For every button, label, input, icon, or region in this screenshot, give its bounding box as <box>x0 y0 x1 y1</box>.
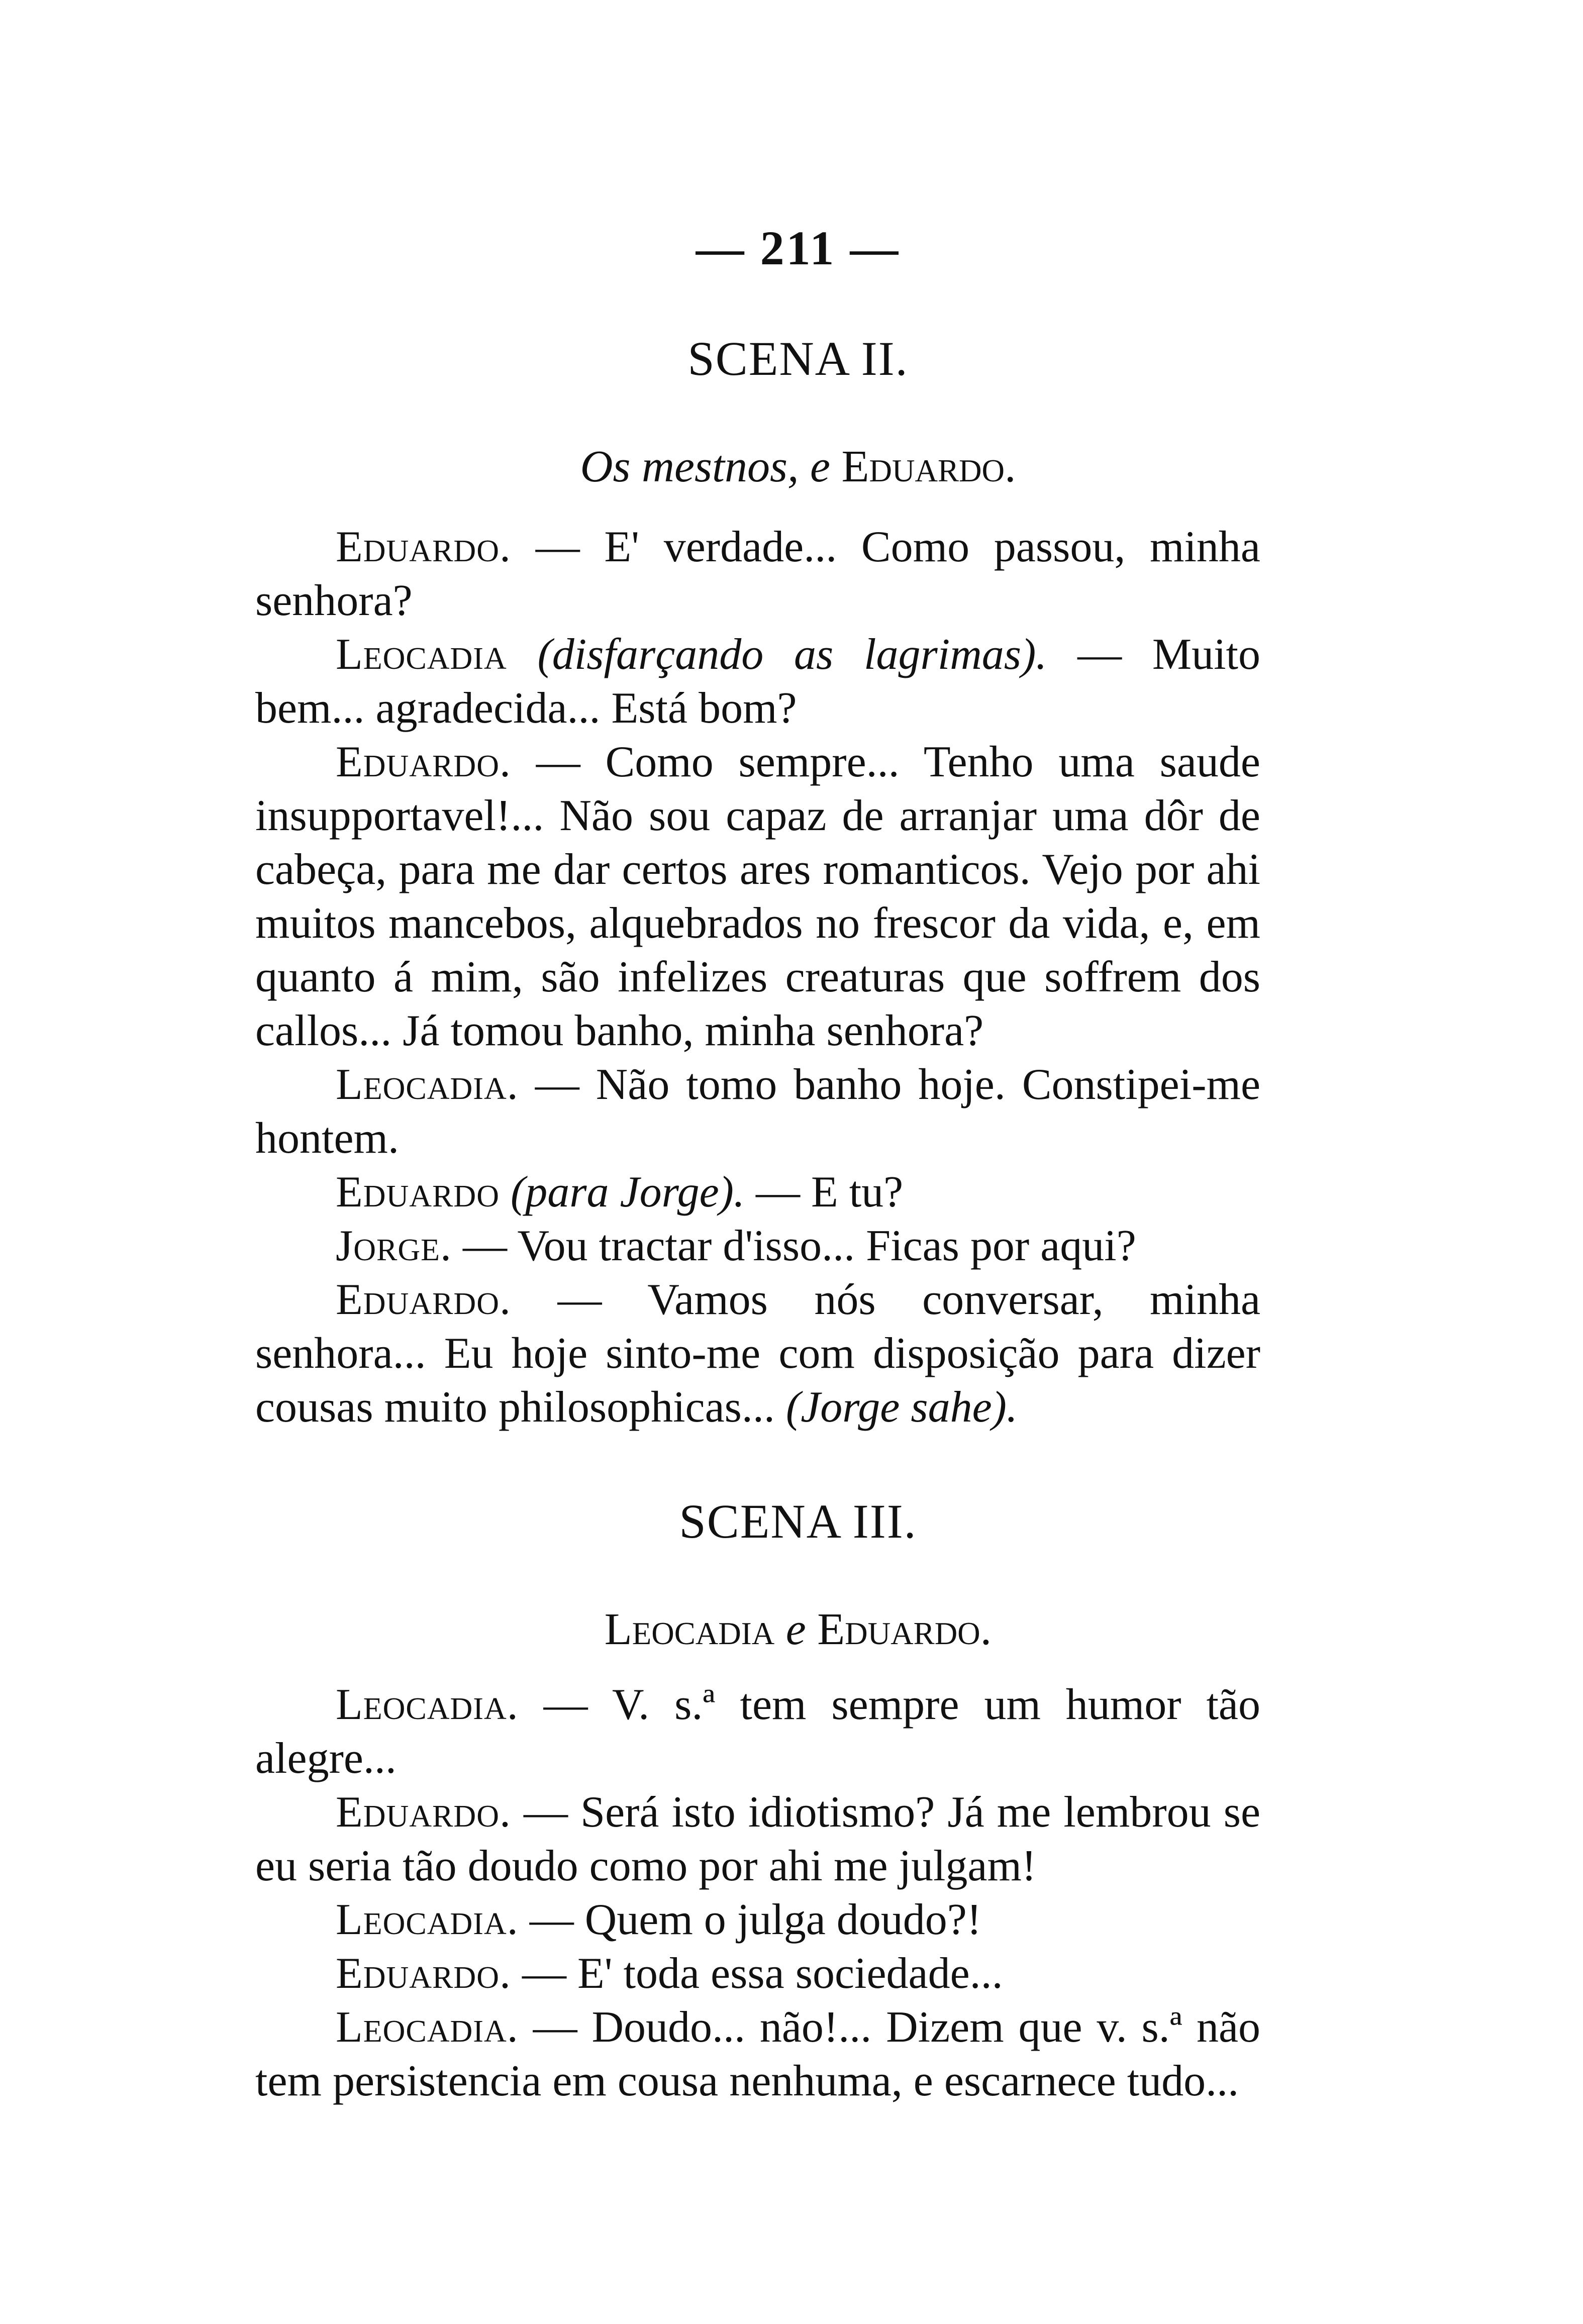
speech-line <box>255 520 1260 628</box>
scene-3-cast-name-1: Leocadia <box>604 1604 775 1654</box>
speech-line <box>255 1219 1260 1273</box>
scene-2-dialogue <box>255 520 1260 1434</box>
scene-3-title: SCENA III. <box>679 1494 917 1548</box>
speaker-name: Leocadia. <box>336 1060 519 1109</box>
speech-line <box>255 1947 1260 2000</box>
speech-line <box>255 1785 1260 1893</box>
speaker-name: Jorge. <box>336 1222 452 1270</box>
speech-text: — E' toda essa sociedade... <box>511 1949 1003 1998</box>
speech-line <box>255 1893 1260 1947</box>
speech-line <box>255 628 1260 735</box>
scene-2-title: SCENA II. <box>687 332 909 385</box>
scene-2-cast-intro: Os mestnos, e <box>580 442 830 491</box>
stage-direction: (para Jorge). <box>499 1168 745 1217</box>
speech-text: — Quem o julga doudo?! <box>518 1895 982 1944</box>
stage-direction: (disfarçando as lagrimas). <box>507 630 1047 679</box>
speech-text: — Será isto idiotismo? Já me lembrou se eu seria tão doudo como por ahi me julgam! <box>255 1788 1260 1890</box>
speech-line <box>255 1273 1260 1434</box>
speaker-name: Eduardo. <box>336 1949 511 1998</box>
speech-line <box>255 735 1260 1058</box>
text-column <box>255 221 1260 2108</box>
speech-text: — Vou tractar d'isso... Ficas por aqui? <box>452 1222 1136 1270</box>
speech-text: — Como sempre... Tenho uma saude insupportavel!... Não sou capaz de arranjar uma dôr de cabeça, para me dar certos ares romanticos. Vejo por ahi muitos mancebos, alquebrados no frescor da vida, e, em quanto á mim, são infelizes creaturas que soffrem dos callos... Já tomou banho, minha senhora? <box>255 738 1260 1055</box>
speech-text: — Vamos nós conversar, minha senhora... Eu hoje sinto-me com disposição para dizer cousas muito philosophicas... <box>255 1275 1260 1432</box>
speaker-name: Leocadia. <box>336 2003 519 2052</box>
scene-3-cast-join: e <box>785 1604 806 1654</box>
speaker-name: Eduardo. <box>336 1788 511 1837</box>
speech-text: — Não tomo banho hoje. Constipei-me hontem. <box>255 1060 1260 1163</box>
speech-line <box>255 2000 1260 2108</box>
speech-text: — V. s.ª tem sempre um humor tão alegre... <box>255 1680 1260 1783</box>
speaker-name: Eduardo <box>336 1168 500 1217</box>
speaker-name: Eduardo. <box>336 523 511 571</box>
speech-line <box>255 1165 1260 1219</box>
speech-line <box>255 1058 1260 1165</box>
scene-3-dialogue <box>255 1678 1260 2108</box>
speaker-name: Eduardo. <box>336 738 511 786</box>
scene-3-cast-name-2: Eduardo. <box>817 1604 992 1654</box>
speech-text: — Doudo... não!... Dizem que v. s.ª não tem persistencia em cousa nenhuma, e escarnece tudo... <box>255 2003 1260 2105</box>
scene-2-cast-name: Eduardo. <box>841 442 1016 491</box>
speaker-name: Eduardo. <box>336 1275 511 1324</box>
speaker-name: Leocadia. <box>336 1895 519 1944</box>
speaker-name: Leocadia. <box>336 1680 519 1729</box>
speech-line <box>255 1678 1260 1785</box>
speech-text: — Muito bem... agradecida... Está bom? <box>255 630 1260 733</box>
scene-2-cast <box>336 440 1260 500</box>
page-number: — 211 — <box>696 221 901 275</box>
scene-3-cast <box>336 1602 1260 1663</box>
speaker-name: Leocadia <box>336 630 507 679</box>
stage-direction: (Jorge sahe). <box>785 1383 1018 1432</box>
speech-text: — E' verdade... Como passou, minha senhora? <box>255 523 1260 625</box>
speech-text: — E tu? <box>744 1168 904 1217</box>
